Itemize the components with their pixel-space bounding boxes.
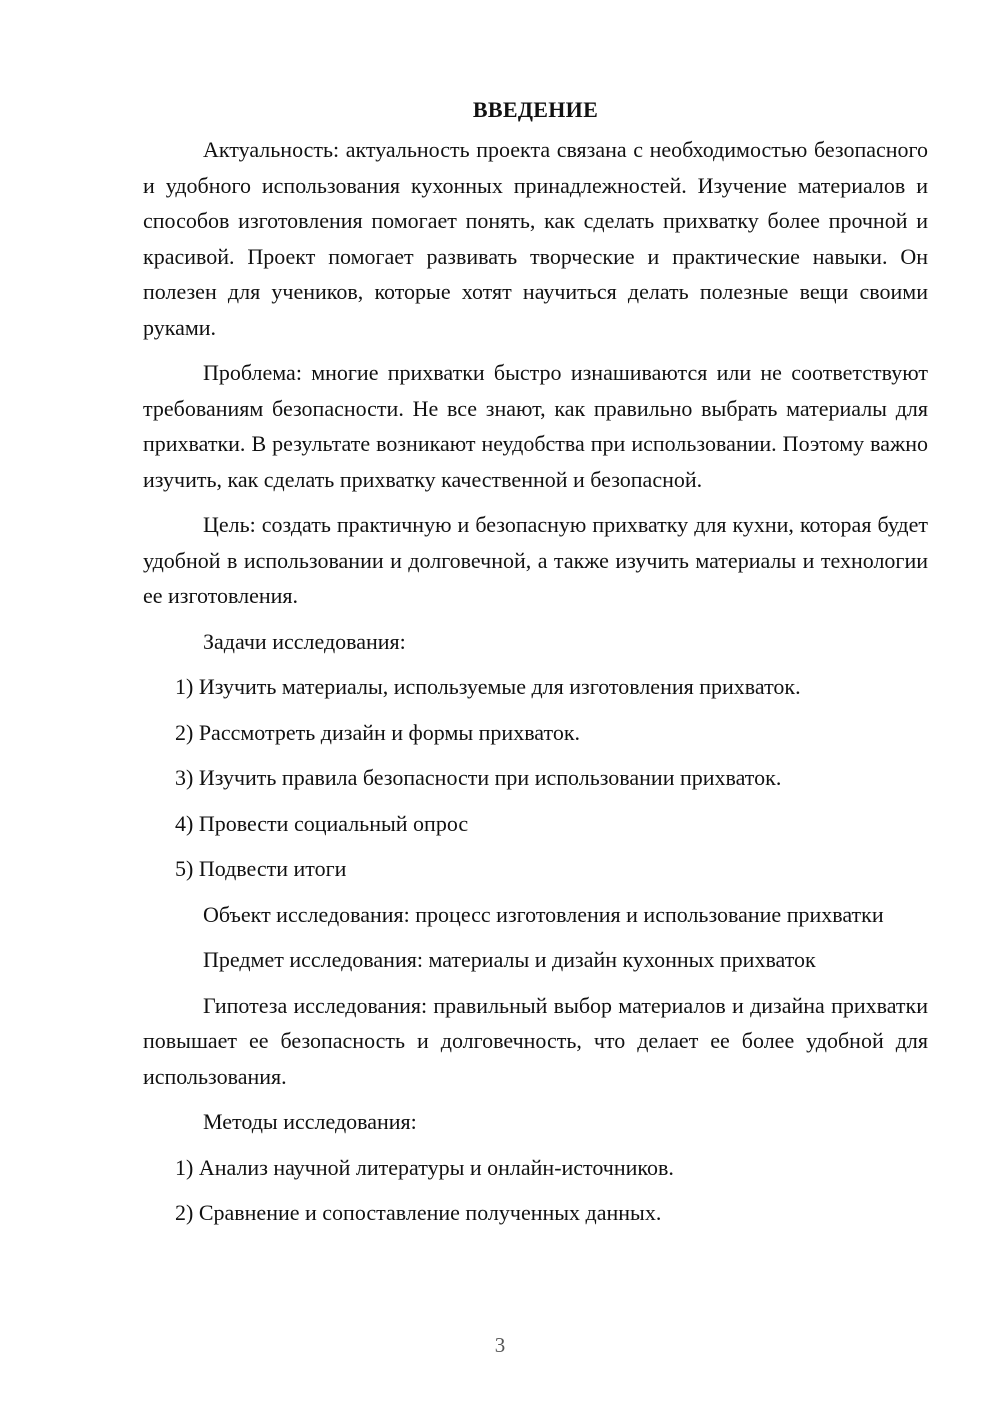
relevance-paragraph: Актуальность: актуальность проекта связана с необходимостью безопасного и удобного использования кухонных принадлежностей. Изучение материалов и способов изготовления помогает понять, как сделать прихватку более прочной и красивой. Проект помогает развивать творческие и практические навыки. Он полезен для учеников, которые хотят научиться делать полезные вещи своими руками. [143, 137, 928, 340]
task-item: 3) Изучить правила безопасности при использовании прихваток. [175, 765, 782, 790]
task-item: 4) Провести социальный опрос [175, 810, 469, 836]
methods-heading: Методы исследования: [203, 1109, 417, 1134]
hypothesis-paragraph: Гипотеза исследования: правильный выбор материалов и дизайна прихватки повышает ее безопасность и долговечность, что делает ее более удобной для использования. [143, 992, 928, 1089]
task-item: 5) Подвести итоги [175, 856, 347, 881]
methods-list [143, 1150, 928, 1231]
goal-paragraph: Цель: создать практичную и безопасную прихватку для кухни, которая будет удобной в использовании и долговечной, а также изучить материалы и технологии ее изготовления. [143, 512, 928, 608]
tasks-list [143, 669, 928, 887]
task-item: 2) Рассмотреть дизайн и формы прихваток. [175, 719, 581, 745]
section-title: ВВЕДЕНИЕ [472, 97, 599, 122]
object-paragraph: Объект исследования: процесс изготовления и использование прихватки [203, 901, 884, 927]
problem-paragraph: Проблема: многие прихватки быстро изнашиваются или не соответствуют требованиям безопасности. Не все знают, как правильно выбрать материалы для прихватки. В результате возникают неудобства при использовании. Поэтому важно изучить, как сделать прихватку качественной и безопасной. [143, 360, 928, 492]
subject-paragraph: Предмет исследования: материалы и дизайн кухонных прихваток [203, 947, 816, 972]
task-item: 1) Изучить материалы, используемые для изготовления прихваток. [175, 674, 801, 699]
method-item: 2) Сравнение и сопоставление полученных данных. [175, 1200, 662, 1225]
page-content [143, 96, 928, 1241]
page-number: 3 [494, 1333, 506, 1357]
method-item: 1) Анализ научной литературы и онлайн-источников. [175, 1154, 674, 1180]
tasks-heading: Задачи исследования: [203, 628, 406, 654]
